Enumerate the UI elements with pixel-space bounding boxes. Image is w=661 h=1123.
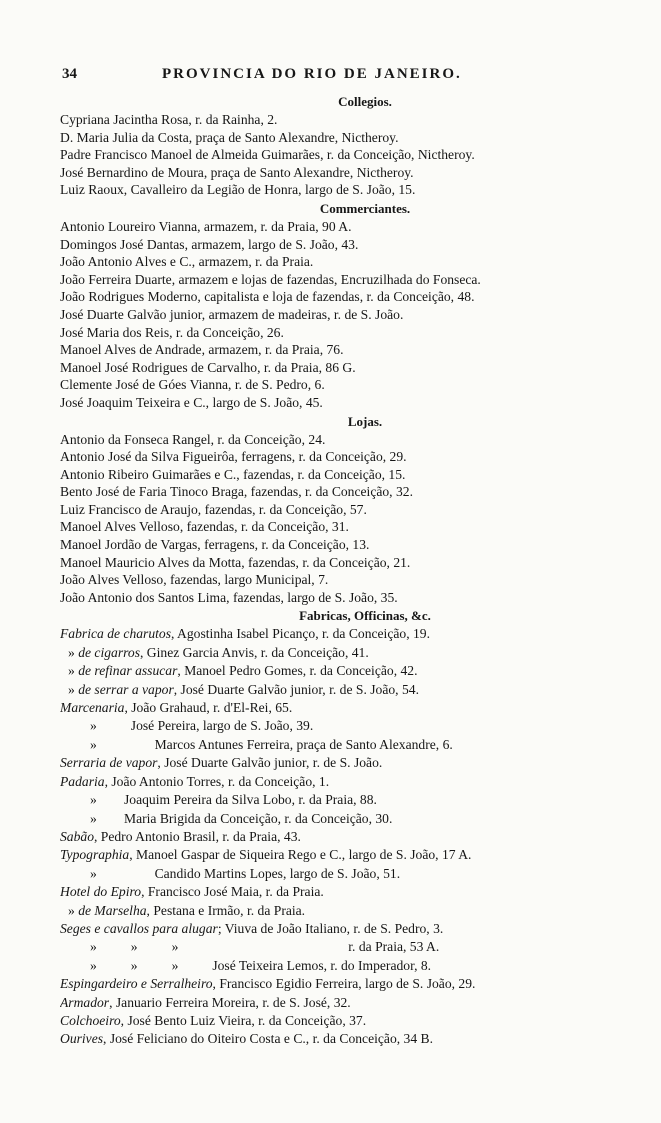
list-item: Bento José de Faria Tinoco Braga, fazendas, r. da Conceição, 32.	[60, 484, 413, 500]
page-number: 34	[62, 66, 77, 82]
commerciantes-list	[60, 218, 640, 412]
ditto-marks: »	[90, 736, 155, 752]
list-item	[60, 828, 640, 846]
entry-label: de cigarros	[78, 644, 140, 660]
list-item: Padre Francisco Manoel de Almeida Guimarães, r. da Conceição, Nictheroy.	[60, 147, 475, 163]
list-item: José Maria dos Reis, r. da Conceição, 26.	[60, 324, 284, 340]
entry-text: , Ginez Garcia Anvis, r. da Conceição, 41.	[140, 644, 369, 660]
entry-label: Serraria de vapor	[60, 755, 158, 771]
list-item: Luiz Raoux, Cavalleiro da Legião de Honra, largo de S. João, 15.	[60, 182, 416, 198]
ditto-marks: »	[90, 718, 131, 734]
entry-text: , Agostinha Isabel Picanço, r. da Conceição, 19.	[171, 626, 430, 642]
list-item	[60, 846, 640, 864]
page-header	[62, 66, 622, 88]
entry-label: Ourives	[60, 1031, 104, 1047]
list-item	[60, 791, 640, 809]
section-title-collegios: Collegios.	[338, 94, 392, 109]
fabricas-list	[60, 625, 640, 1048]
collegios-list	[60, 111, 640, 199]
entry-text: , Francisco José Maia, r. da Praia.	[141, 884, 324, 900]
entry-label: Marcenaria	[60, 700, 125, 716]
list-item	[60, 902, 640, 920]
ditto-marks: » » »	[90, 939, 179, 955]
list-item	[60, 699, 640, 717]
list-item	[60, 883, 640, 901]
entry-text: José Teixeira Lemos, r. do Imperador, 8.	[212, 957, 432, 973]
list-item: Antonio da Fonseca Rangel, r. da Conceição, 24.	[60, 431, 326, 447]
entry-text: , Januario Ferreira Moreira, r. de S. José, 32.	[109, 994, 351, 1010]
list-item: Manoel Alves de Andrade, armazem, r. da Praia, 76.	[60, 342, 344, 358]
list-item: Manoel Mauricio Alves da Motta, fazendas, r. da Conceição, 21.	[60, 554, 411, 570]
entry-text: , João Antonio Torres, r. da Conceição, 1.	[104, 773, 330, 789]
entry-text: , Manoel Pedro Gomes, r. da Conceição, 42.	[177, 663, 418, 679]
section-title-lojas: Lojas.	[347, 413, 383, 429]
entry-text: Marcos Antunes Ferreira, praça de Santo Alexandre, 6.	[154, 736, 453, 752]
entry-text: , Francisco Egidio Ferreira, largo de S. João, 29.	[212, 976, 476, 992]
entry-label: Seges e cavallos para alugar	[60, 920, 218, 936]
list-item: João Antonio dos Santos Lima, fazendas, largo de S. João, 35.	[60, 589, 398, 605]
list-item	[60, 1012, 640, 1030]
list-item: José Joaquim Teixeira e C., largo de S. João, 45.	[60, 394, 323, 410]
entry-text: Candido Martins Lopes, largo de S. João, 51.	[154, 865, 401, 881]
ditto-marks: »	[68, 902, 79, 918]
ditto-marks: »	[90, 865, 155, 881]
list-item	[60, 994, 640, 1012]
list-item: José Duarte Galvão junior, armazem de madeiras, r. de S. João.	[60, 306, 404, 322]
ditto-marks: »	[68, 644, 79, 660]
entry-text: , Manoel Gaspar de Siqueira Rego e C., largo de S. João, 17 A.	[129, 847, 472, 863]
ditto-marks: »	[90, 810, 124, 826]
ditto-marks: »	[90, 792, 124, 808]
ditto-marks: »	[68, 681, 79, 697]
list-item: José Bernardino de Moura, praça de Santo Alexandre, Nictheroy.	[60, 164, 414, 180]
list-item: Clemente José de Góes Vianna, r. de S. Pedro, 6.	[60, 377, 325, 393]
entry-text: r. da Praia, 53 A.	[178, 939, 440, 955]
list-item: Cypriana Jacintha Rosa, r. da Rainha, 2.	[60, 112, 278, 127]
list-item: João Alves Velloso, fazendas, largo Municipal, 7.	[60, 572, 329, 588]
lojas-list	[60, 431, 640, 607]
list-item: D. Maria Julia da Costa, praça de Santo Alexandre, Nictheroy.	[60, 129, 399, 145]
entry-label: Fabrica de charutos	[60, 626, 172, 642]
list-item	[60, 975, 640, 993]
entry-label: de refinar assucar	[78, 663, 178, 679]
entry-label: Hotel do Epiro	[60, 884, 142, 900]
list-item: Antonio José da Silva Figueirôa, ferragens, r. da Conceição, 29.	[60, 449, 407, 465]
list-item	[60, 1030, 640, 1048]
entry-text: Joaquim Pereira da Silva Lobo, r. da Praia, 88.	[123, 792, 377, 808]
list-item	[60, 938, 640, 956]
entry-text: , José Feliciano do Oiteiro Costa e C., r. da Conceição, 34 B.	[103, 1031, 434, 1047]
entry-text: Maria Brigida da Conceição, r. da Conceição, 30.	[123, 810, 393, 826]
list-item	[60, 754, 640, 772]
list-item	[60, 644, 640, 662]
ditto-marks: »	[68, 663, 79, 679]
list-item	[60, 736, 640, 754]
list-item: João Ferreira Duarte, armazem e lojas de fazendas, Encruzilhada do Fonseca.	[60, 271, 481, 287]
list-item	[60, 662, 640, 680]
list-item: Antonio Ribeiro Guimarães e C., fazendas, r. da Conceição, 15.	[60, 466, 406, 482]
entry-label: Sabão	[60, 828, 94, 844]
ditto-marks: » » »	[90, 957, 213, 973]
list-item	[60, 957, 640, 975]
list-item: Antonio Loureiro Vianna, armazem, r. da Praia, 90 A.	[60, 218, 352, 234]
list-item: João Antonio Alves e C., armazem, r. da Praia.	[60, 254, 314, 270]
list-item: Luiz Francisco de Araujo, fazendas, r. da Conceição, 57.	[60, 501, 367, 517]
entry-label: Espingardeiro e Serralheiro	[60, 976, 213, 992]
entry-text: ; Viuva de João Italiano, r. de S. Pedro, 3.	[217, 920, 444, 936]
directory-content	[60, 92, 640, 1049]
running-title: PROVINCIA DO RIO DE JANEIRO.	[162, 66, 462, 82]
entry-text: José Pereira, largo de S. João, 39.	[130, 718, 314, 734]
entry-label: Armador	[60, 994, 110, 1010]
list-item	[60, 681, 640, 699]
entry-text: , Pestana e Irmão, r. da Praia.	[146, 902, 306, 918]
entry-label: Typographia	[60, 847, 130, 863]
list-item: Manoel José Rodrigues de Carvalho, r. da Praia, 86 G.	[60, 359, 356, 375]
list-item	[60, 920, 640, 938]
list-item: Manoel Alves Velloso, fazendas, r. da Conceição, 31.	[60, 519, 349, 535]
entry-text: , Pedro Antonio Brasil, r. da Praia, 43.	[93, 828, 301, 844]
section-title-fabricas: Fabricas, Officinas, &c.	[299, 608, 431, 624]
entry-text: , José Duarte Galvão junior, r. de S. João.	[157, 755, 383, 771]
list-item	[60, 773, 640, 791]
list-item	[60, 865, 640, 883]
list-item: Domingos José Dantas, armazem, largo de S. João, 43.	[60, 236, 359, 252]
list-item: Manoel Jordão de Vargas, ferragens, r. da Conceição, 13.	[60, 537, 370, 553]
entry-text: , João Grahaud, r. d'El-Rei, 65.	[124, 700, 293, 716]
entry-text: , José Bento Luiz Vieira, r. da Conceição, 37.	[120, 1012, 367, 1028]
entry-label: de serrar a vapor	[78, 681, 174, 697]
entry-label: Colchoeiro	[60, 1012, 121, 1028]
section-title-commerciantes: Commerciantes.	[319, 200, 411, 216]
list-item	[60, 625, 640, 643]
list-item	[60, 717, 640, 735]
entry-text: , José Duarte Galvão junior, r. de S. João, 54.	[173, 681, 419, 697]
list-item	[60, 810, 640, 828]
entry-label: de Marselha	[78, 902, 147, 918]
list-item: João Rodrigues Moderno, capitalista e loja de fazendas, r. da Conceição, 48.	[60, 289, 475, 305]
entry-label: Padaria	[60, 773, 105, 789]
